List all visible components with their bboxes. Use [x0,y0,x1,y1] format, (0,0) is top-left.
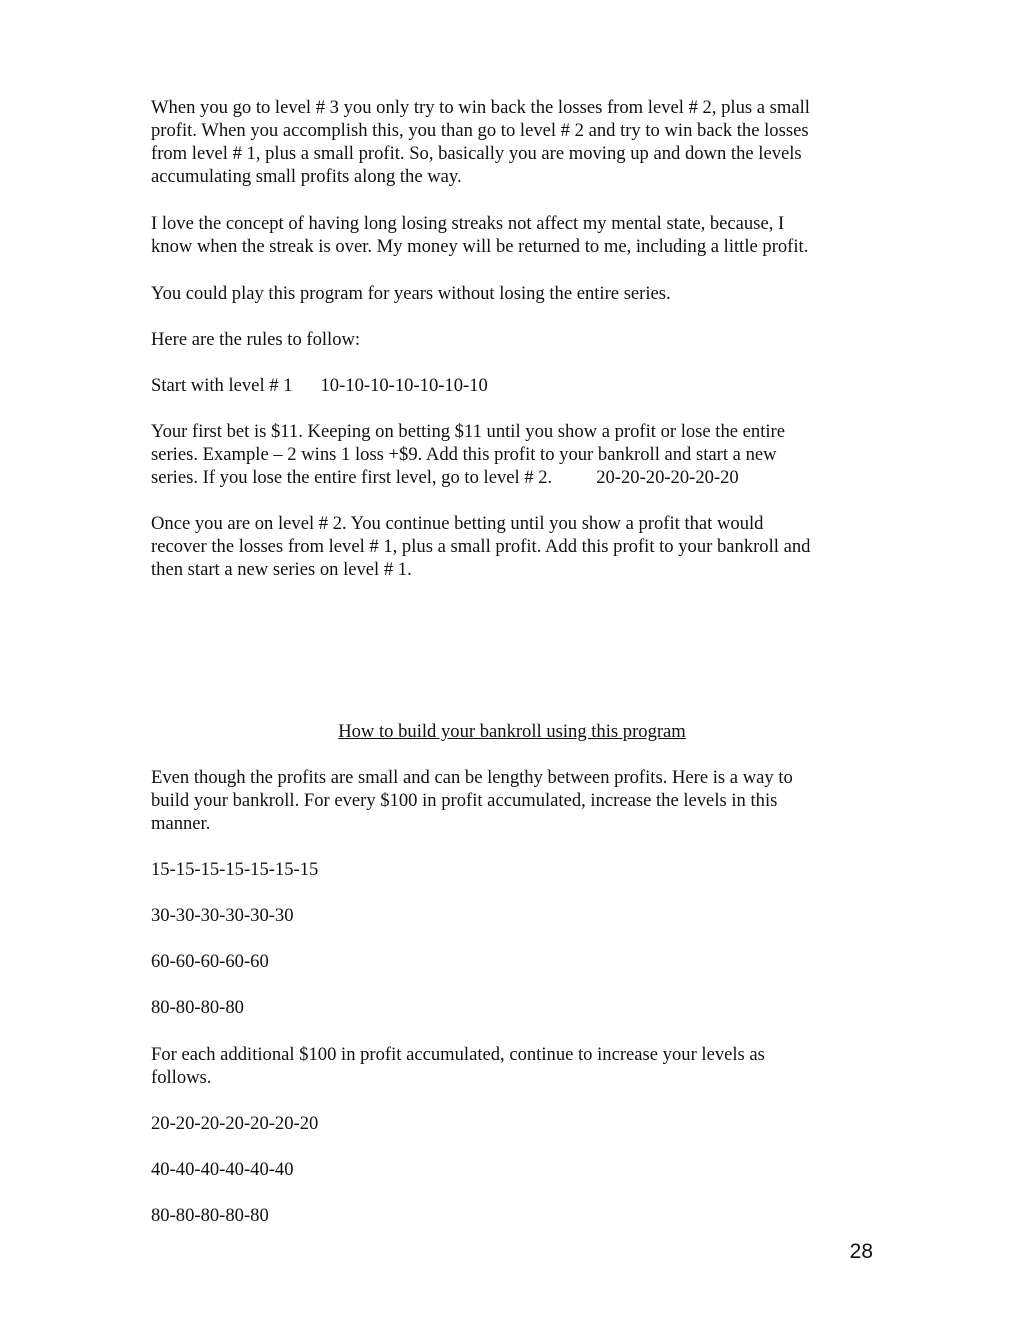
section-heading: How to build your bankroll using this program [338,721,686,742]
level-sequence-line: 30-30-30-30-30-30 [151,905,294,926]
text-line: series. Example – 2 wins 1 loss +$9. Add this profit to your bankroll and start a new [151,444,777,466]
page-number: 28 [849,1240,873,1263]
level-label: Start with level # 1 [151,375,293,396]
text-line: Your first bet is $11. Keeping on betting $11 until you show a profit or lose the entire [151,421,786,442]
level-sequence-line: 80-80-80-80 [151,997,244,1018]
text-line: manner. [151,813,211,835]
paragraph-play-for-years [151,282,876,305]
level-sequence-line: 60-60-60-60-60 [151,951,269,972]
text-line: build your bankroll. For every $100 in profit accumulated, increase the levels in this [151,790,778,812]
level-sequence-line: 15-15-15-15-15-15-15 [151,859,319,880]
level-sequence: 10-10-10-10-10-10-10 [320,375,488,396]
text-line: Even though the profits are small and can be lengthy between profits. Here is a way to [151,767,793,788]
text-line: When you go to level # 3 you only try to win back the losses from level # 2, plus a small [151,97,810,118]
paragraph-level-2-rules [151,512,876,581]
text-line: You could play this program for years without losing the entire series. [151,283,671,304]
paragraph-first-bet [151,420,876,489]
text-line: recover the losses from level # 1, plus a small profit. Add this profit to your bankroll and [151,536,811,558]
level-sequence: 20-20-20-20-20-20 [596,467,739,489]
text-line: I love the concept of having long losing streaks not affect my mental state, because, I [151,213,785,234]
text-line: from level # 1, plus a small profit. So, basically you are moving up and down the levels [151,143,802,165]
level-sequence-line: 20-20-20-20-20-20-20 [151,1113,319,1134]
paragraph-start-level-1 [151,374,876,397]
paragraph-bankroll-intro [151,766,876,835]
level-sequence-line: 80-80-80-80-80 [151,1205,269,1226]
text-line: Here are the rules to follow: [151,329,361,350]
paragraph-additional-profit [151,1043,876,1089]
paragraph-level-3-explanation [151,96,876,188]
paragraph-losing-streaks [151,212,876,258]
text-line: For each additional $100 in profit accumulated, continue to increase your levels as [151,1044,765,1065]
text-line: then start a new series on level # 1. [151,559,412,581]
text-line: follows. [151,1067,212,1089]
text-line [151,466,876,489]
text-line: profit. When you accomplish this, you than go to level # 2 and try to win back the losses [151,120,809,142]
paragraph-rules-intro [151,328,876,351]
text-line [151,374,876,397]
text-line: accumulating small profits along the way. [151,166,462,188]
text-line: know when the streak is over. My money will be returned to me, including a little profit. [151,236,809,258]
level-sequence-line: 40-40-40-40-40-40 [151,1159,294,1180]
text-line: Once you are on level # 2. You continue betting until you show a profit that would [151,513,764,534]
level-2-instruction: series. If you lose the entire first level, go to level # 2. [151,467,553,489]
